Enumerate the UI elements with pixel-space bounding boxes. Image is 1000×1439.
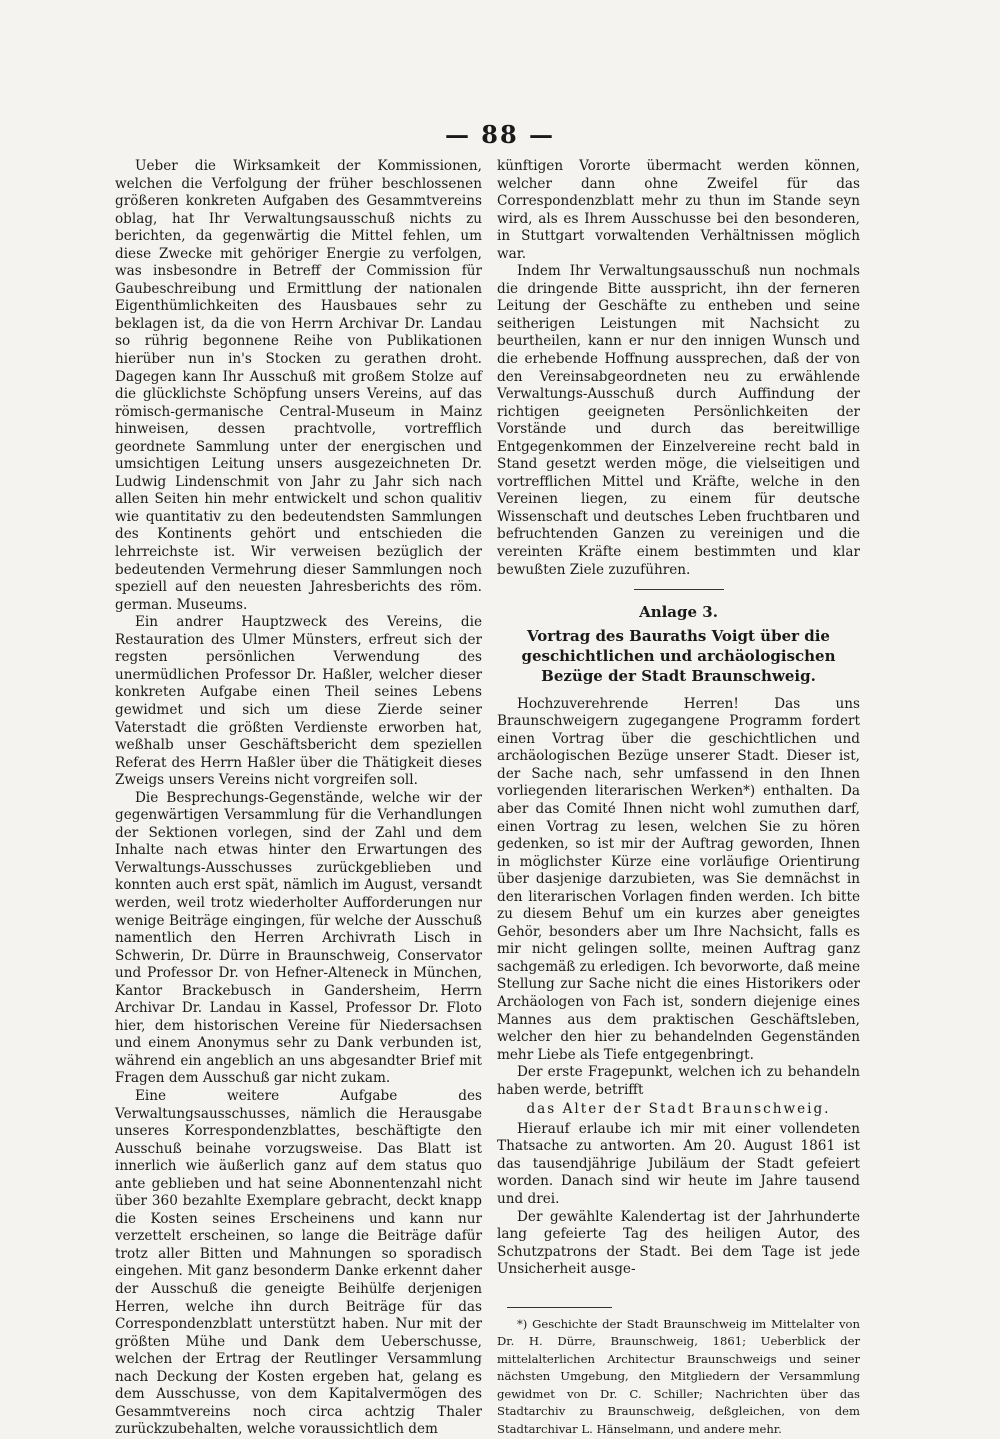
paragraph-besprechungs-gegenstaende: Die Besprechungs-Gegenstände, welche wir der gegenwärtigen Versammlung für die Verhandlungen der Sektionen vorlegen, sind der Zahl und dem Inhalte nach etwas hinter den Erwartungen des Verwaltungs-Ausschusses zurückgeblieben und konnten auch erst spät, nämlich im August, versandt werden, weil trotz wiederholter Aufforderungen nur wenige Beiträge eingingen, für welche der Ausschuß namentlich den Herren Archivrath Lisch in Schwerin, Dr. Dürre in Braunschweig, Conservator und Professor Dr. von Hefner-Alteneck in München, Kantor Brackebusch in Gandersheim, Herrn Archivar Dr. Landau in Kassel, Professor Dr. Floto hier, dem historischen Vereine für Niedersachsen und einem Anonymus sehr zu Dank verbunden ist, während ein angeblich an uns abgesandter Brief mit Fragen dem Ausschuß gar nicht zukam. [115, 789, 482, 1087]
paragraph-closing-request: Indem Ihr Verwaltungsausschuß nun nochmals die dringende Bitte ausspricht, ihn der ferneren Leitung der Geschäfte zu entheben und seine seitherigen Leistungen mit Nachsicht zu beurtheilen, kann er nur den innigen Wunsch und die erhebende Hoffnung aussprechen, daß der von den Vereinsabgeordneten neu zu erwählende Verwaltungs-Ausschuß durch Auffindung der richtigen geeigneten Persönlichkeiten der Vorstände und durch das bereitwillige Entgegenkommen der Einzelvereine recht bald in Stand gesetzt werden möge, die vielseitigen und vortrefflichen Mittel und Kräfte, welche in den Vereinen liegen, zu einem für deutsche Wissenschaft und deutsches Leben fruchtbaren und befruchtenden Ganzen zu vereinigen und die vereinten Kräfte einem bestimmten und klar bewußten Ziele zuzuführen. [497, 263, 860, 578]
footnote-divider [507, 1307, 612, 1308]
left-column [115, 158, 482, 1439]
paragraph-lecture-intro: Hochzuverehrende Herren! Das uns Braunschweigern zugegangene Programm fordert einen Vortrag über die geschichtlichen und archäologischen Bezüge unserer Stadt. Dieser ist, der Sache nach, sehr umfassend in den Ihnen vorliegenden literarischen Werken*) enthalten. Da aber das Comité Ihnen nicht wohl zumuthen darf, einen Vortrag zu lesen, welchen Sie zu hören gedenken, so ist mir der Auftrag geworden, Ihnen in möglichster Kürze eine vorläufige Orientirung über dasjenige darzubieten, was Sie demnächst in den literarischen Vorlagen finden werden. Ich bitte zu diesem Behuf um ein kurzes aber geneigtes Gehör, besonders aber um Ihre Nachsicht, falls es mir nicht gelingen sollte, meinen Auftrag ganz sachgemäß zu erledigen. Ich bevorworte, daß meine Stellung zur Sache nicht die eines Historikers oder Archäologen von Fach ist, sondern diejenige eines Mannes aus dem praktischen Geschäftsleben, welcher den hier zu behandelnden Gegenständen mehr Liebe als Tiefe entgegenbringt. [497, 695, 860, 1063]
section-divider [634, 589, 724, 590]
paragraph-continuation: künftigen Vororte übermacht werden können, welcher dann ohne Zweifel für das Correspondenzblatt mehr zu thun im Stande seyn wird, als es Ihrem Ausschusse bei den besonderen, in Stuttgart vorwaltenden Verhältnissen möglich war. [497, 158, 860, 262]
paragraph-answer: Hierauf erlaube ich mir mit einer vollendeten Thatsache zu antworten. Am 20. August 1861 ist das tausendjährige Jubiläum der Stadt gefeiert worden. Danach sind wir heute im Jahre tausend und drei. [497, 1120, 860, 1207]
right-column [497, 158, 860, 1438]
paragraph-commissions: Ueber die Wirksamkeit der Kommissionen, welchen die Verfolgung der früher beschlossenen größeren konkreten Aufgaben des Gesammtvereins oblag, hat Ihr Verwaltungsausschuß nichts zu berichten, da gegenwärtig die Mittel fehlen, um diese Zwecke mit gehöriger Energie zu verfolgen, was insbesondre in Betreff der Commission für Gaubeschreibung und Ermittlung der nationalen Eigenthümlichkeiten des Hausbaues sehr zu beklagen ist, da die von Herrn Archivar Dr. Landau so rührig begonnene Reihe von Publikationen hierüber nun in's Stocken zu gerathen droht. Dagegen kann Ihr Ausschuß mit großem Stolze auf die glücklichste Schöpfung unsers Vereins, auf das römisch-germanische Central-Museum in Mainz hinweisen, dessen prachtvolle, vortrefflich geordnete Sammlung unter der energischen und umsichtigen Leitung unsers ausgezeichneten Dr. Ludwig Lindenschmit von Jahr zu Jahr sich nach allen Seiten hin mehr entwickelt und schon qualitiv wie quantitativ zu den bedeutendsten Sammlungen des Kontinents gehört und entschieden die lehrreichste ist. Wir verweisen bezüglich der bedeutenden Vermehrung dieser Sammlungen noch speziell auf den neuesten Jahresberichts des röm. german. Museums. [115, 158, 482, 613]
paragraph-calendar-day: Der gewählte Kalendertag ist der Jahrhunderte lang gefeierte Tag des heiligen Autor, des Schutzpatrons der Stadt. Bei dem Tage ist jede Unsicherheit ausge- [497, 1208, 860, 1278]
page-number: — 88 — [444, 120, 556, 149]
paragraph-ulmer-muenster: Ein andrer Hauptzweck des Vereins, die Restauration des Ulmer Münsters, erfreut sich der regsten persönlichen Verwendung des unermüdlichen Professor Dr. Haßler, welcher dieser konkreten Aufgabe einen Theil seines Lebens gewidmet und sich um diese Zierde seiner Vaterstadt die größten Verdienste erworben hat, weßhalb unser Geschäftsbericht dem speziellen Referat des Herrn Haßler über die Thätigkeit dieses Zweigs unsers Vereins nicht vorgreifen soll. [115, 614, 482, 789]
paragraph-first-question: Der erste Fragepunkt, welchen ich zu behandeln haben werde, betrifft [497, 1064, 860, 1098]
lecture-title: Vortrag des Bauraths Voigt über die geschichtlichen und archäologischen Bezüge der Stadt Braunschweig. [521, 626, 836, 685]
footnote: *) Geschichte der Stadt Braunschweig im Mittelalter von Dr. H. Dürre, Braunschweig, 1861; Ueberblick der mittelalterlichen Architectur Braunschweigs und seiner nächsten Umgebung, den Mitgliedern der Versammlung gewidmet von Dr. C. Schiller; Nachrichten über das Stadtarchiv zu Braunschweig, deßgleichen, von dem Stadtarchivar L. Hänselmann, und andere mehr. [497, 1316, 860, 1436]
topic-line: das Alter der Stadt Braunschweig. [526, 1101, 831, 1118]
paragraph-korrespondenzblatt: Eine weitere Aufgabe des Verwaltungsausschusses, nämlich die Herausgabe unseres Korrespondenzblattes, beschäftigte den Ausschuß beinahe vorzugsweise. Das Blatt ist innerlich wie äußerlich ganz auf dem status quo ante geblieben und hat seine Abonnentenzahl nicht über 360 bezahlte Exemplare gebracht, deckt knapp die Kosten seines Erscheinens und kann nur verzettelt erscheinen, so lange die Beiträge dafür trotz aller Bitten und Mahnungen so sporadisch eingehen. Mit ganz besonderm Danke erkennt daher der Ausschuß die geneigte Beihülfe derjenigen Herren, welche ihn durch Beiträge für das Correspondenzblatt unterstützt haben. Nur mit der größten Mühe und Dank dem Ueberschusse, welchen der Ertrag der Reutlinger Versammlung nach Deckung der Kosten ergeben hat, gelang es dem Ausschusse, von dem Kapitalvermögen des Gesammtvereins noch circa achtzig Thaler zurückzubehalten, welche voraussichtlich dem [115, 1087, 482, 1438]
anlage-heading: Anlage 3. [639, 603, 718, 622]
